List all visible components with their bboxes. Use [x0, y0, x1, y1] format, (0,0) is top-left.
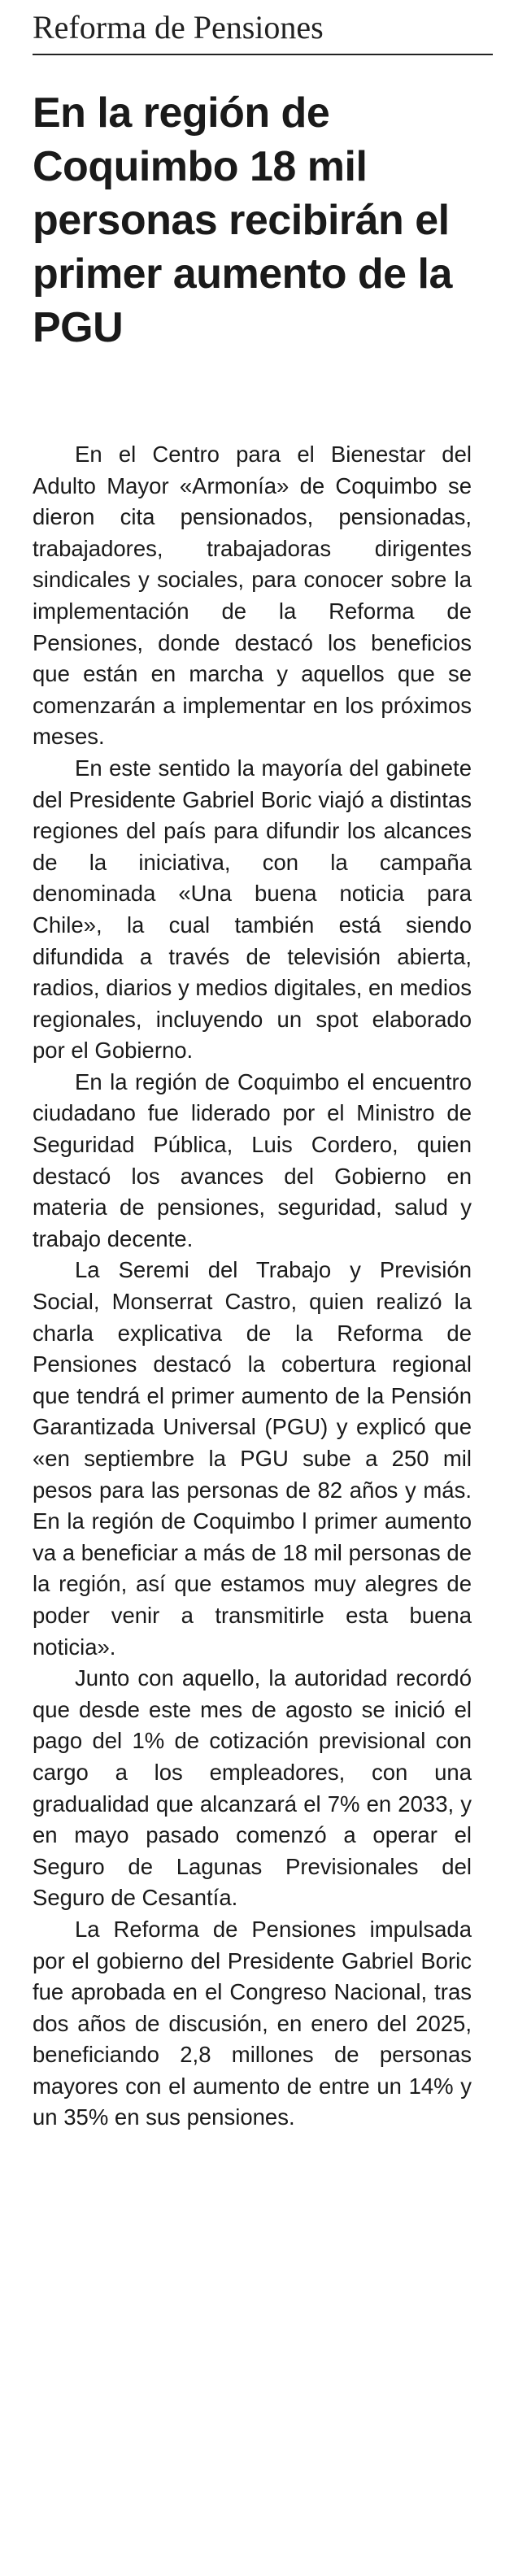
article-paragraph: La Seremi del Trabajo y Previsión Social, Monserrat Castro, quien realizó la charla explicativa de la Reforma de Pensiones destacó la cobertura regional que tendrá el primer aumento de la Pensión Garantizada Universal (PGU) y explicó que «en septiembre la PGU sube a 250 mil pesos para las personas de 82 años y más. En la región de Coquimbo l primer aumento va a beneficiar a más de 18 mil personas de la región, así que estamos muy alegres de poder venir a transmitirle esta buena noticia». — [33, 1257, 472, 1660]
article-paragraph: En el Centro para el Bienestar del Adulto Mayor «Armonía» de Coquimbo se dieron cita pensionados, pensionadas, trabajadores, trabajadoras dirigentes sindicales y sociales, para conocer sobre la implementación de la Reforma de Pensiones, donde destacó los beneficios que están en marcha y aquellos que se comenzarán a implementar en los próximos meses. — [33, 442, 472, 750]
article-paragraph: Junto con aquello, la autoridad recordó que desde este mes de agosto se inició el pago del 1% de cotización previsional con cargo a los empleadores, con una gradualidad que alcanzará el 7% en 2033, y en mayo pasado comenzó a operar el Seguro de Lagunas Previsionales del Seguro de Cesantía. — [33, 1665, 472, 1911]
article-headline: En la región de Coquimbo 18 mil personas recibirán el primer aumento de la PGU — [33, 89, 452, 351]
article-paragraph: En este sentido la mayoría del gabinete del Presidente Gabriel Boric viajó a distintas regiones del país para difundir los alcances de la iniciativa, con la campaña denominada «Una buena noticia para Chile», la cual también está siendo difundida a través de televisión abierta, radios, diarios y medios digitales, en medios regionales, incluyendo un spot elaborado por el Gobierno. — [33, 755, 472, 1064]
article-body — [33, 439, 472, 2134]
section-label: Reforma de Pensiones — [33, 9, 324, 46]
section-header — [33, 8, 493, 55]
article-paragraph: La Reforma de Pensiones impulsada por el gobierno del Presidente Gabriel Boric fue aprobada en el Congreso Nacional, tras dos años de discusión, en enero del 2025, beneficiando 2,8 millones de personas mayores con el aumento de entre un 14% y un 35% en sus pensiones. — [33, 1916, 472, 2130]
article-paragraph: En la región de Coquimbo el encuentro ciudadano fue liderado por el Ministro de Seguridad Pública, Luis Cordero, quien destacó los avances del Gobierno en materia de pensiones, seguridad, salud y trabajo decente. — [33, 1068, 472, 1251]
